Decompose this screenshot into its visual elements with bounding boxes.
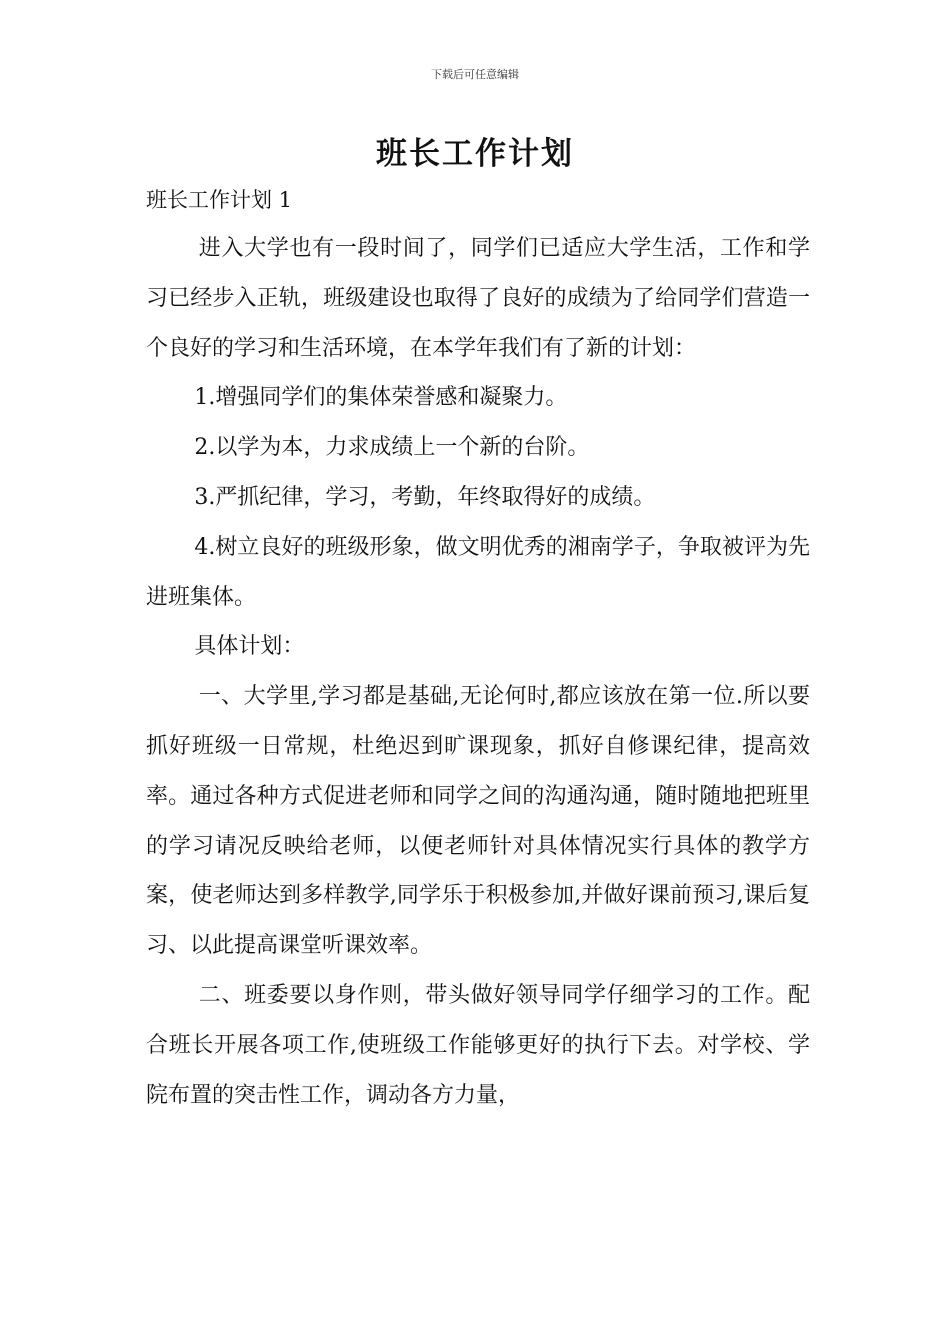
plan-item-1: 1.增强同学们的集体荣誉感和凝聚力。	[194, 385, 568, 411]
plan-item-3: 3.严抓纪律，学习，考勤，年终取得好的成绩。	[194, 484, 656, 510]
document-body	[146, 224, 810, 1120]
document-title: 班长工作计划	[376, 136, 574, 172]
header-note: 下载后可任意编辑	[431, 68, 519, 81]
plan-item-2: 2.以学为本，力求成绩上一个新的台阶。	[194, 435, 590, 461]
section-subtitle: 班长工作计划 1	[146, 188, 293, 212]
plan-item-4: 4.树立良好的班级形象，做文明优秀的湘南学子，争取被评为先进班集体。	[146, 534, 810, 610]
specific-plan-heading: 具体计划：	[194, 634, 305, 660]
section-one-paragraph: 一、大学里,学习都是基础,无论何时,都应该放在第一位.所以要抓好班级一日常规，杜绝迟到旷课现象，抓好自修课纪律，提高效率。通过各种方式促进老师和同学之间的沟通沟通，随时随地把班里的学习请况反映给老师，以便老师针对具体情况实行具体的教学方案，使老师达到多样教学,同学乐于积极参加,并做好课前预习,课后复习、以此提高课堂听课效率。	[146, 684, 810, 959]
section-two-paragraph: 二、班委要以身作则，带头做好领导同学仔细学习的工作。配合班长开展各项工作,使班级工作能够更好的执行下去。对学校、学院布置的突击性工作，调动各方力量，	[146, 982, 810, 1108]
intro-paragraph: 进入大学也有一段时间了，同学们已适应大学生活，工作和学习已经步入正轨，班级建设也取得了良好的成绩为了给同学们营造一个良好的学习和生活环境，在本学年我们有了新的计划：	[146, 236, 810, 361]
